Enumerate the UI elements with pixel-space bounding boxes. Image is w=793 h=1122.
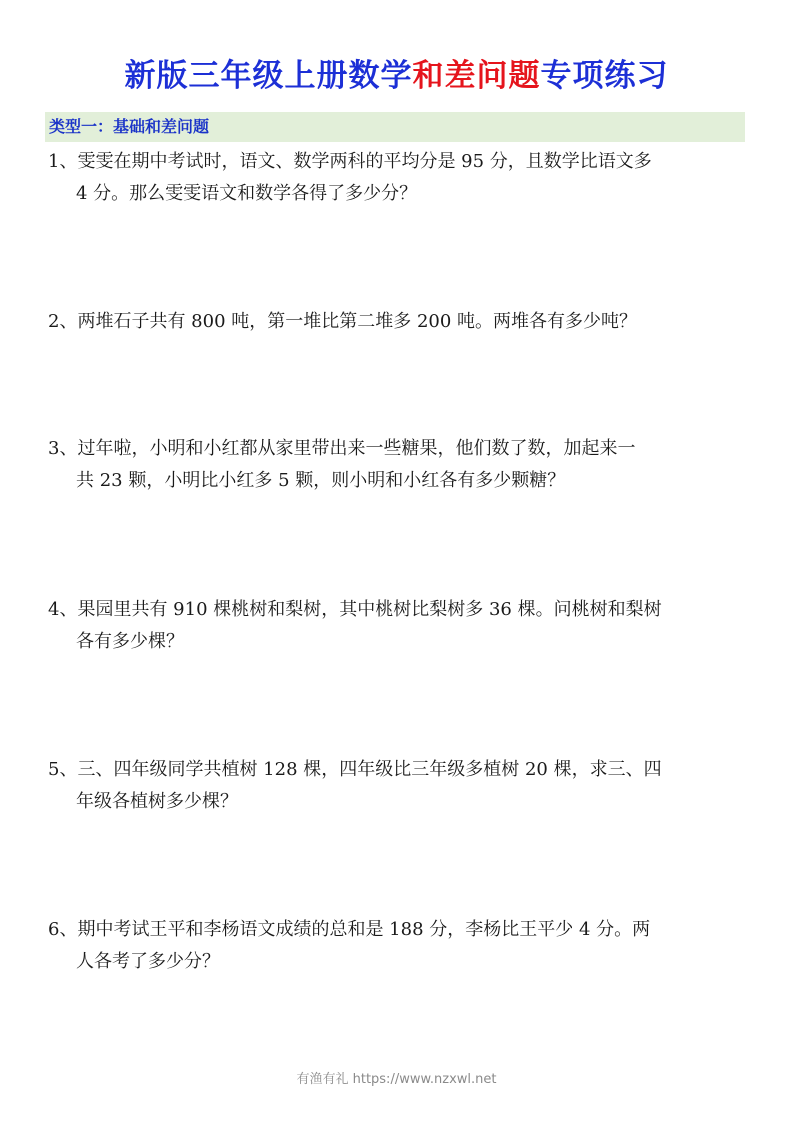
problem-3-line-1: 3、过年啦，小明和小红都从家里带出来一些糖果，他们数了数，加起来一 <box>48 438 636 459</box>
problem-3-line-2: 共 23 颗，小明比小红多 5 颗，则小明和小红各有多少颗糖？ <box>76 470 566 491</box>
problem-2-line-1: 2、两堆石子共有 800 吨，第一堆比第二堆多 200 吨。两堆各有多少吨？ <box>48 311 638 332</box>
problem-4-line-1: 4、果园里共有 910 棵桃树和梨树，其中桃树比梨树多 36 棵。问桃树和梨树 <box>48 599 662 620</box>
problem-2 <box>48 306 748 338</box>
title-part-2: 和差问题 <box>412 58 541 94</box>
problem-6-line-2: 人各考了多少分？ <box>76 951 220 972</box>
title-part-3: 专项练习 <box>540 58 669 94</box>
problem-1-line-2: 4 分。那么雯雯语文和数学各得了多少分？ <box>76 183 418 204</box>
problem-6-line-1: 6、期中考试王平和李杨语文成绩的总和是 188 分，李杨比王平少 4 分。两 <box>48 919 651 940</box>
title-part-1: 新版三年级上册数学 <box>124 58 413 94</box>
footer-watermark: 有渔有礼 https://www.nzxwl.net <box>296 1072 497 1087</box>
problem-6 <box>48 914 748 978</box>
problem-5-line-2: 年级各植树多少棵？ <box>76 791 238 812</box>
problem-1-line-1: 1、雯雯在期中考试时，语文、数学两科的平均分是 95 分，且数学比语文多 <box>48 151 652 172</box>
problem-3 <box>48 433 748 497</box>
section-header: 类型一：基础和差问题 <box>45 112 745 142</box>
page-title <box>0 54 793 98</box>
problem-4 <box>48 594 748 658</box>
problem-5 <box>48 754 748 818</box>
problem-4-line-2: 各有多少棵？ <box>76 631 184 652</box>
problem-1 <box>48 146 748 210</box>
problem-5-line-1: 5、三、四年级同学共植树 128 棵，四年级比三年级多植树 20 棵，求三、四 <box>48 759 662 780</box>
